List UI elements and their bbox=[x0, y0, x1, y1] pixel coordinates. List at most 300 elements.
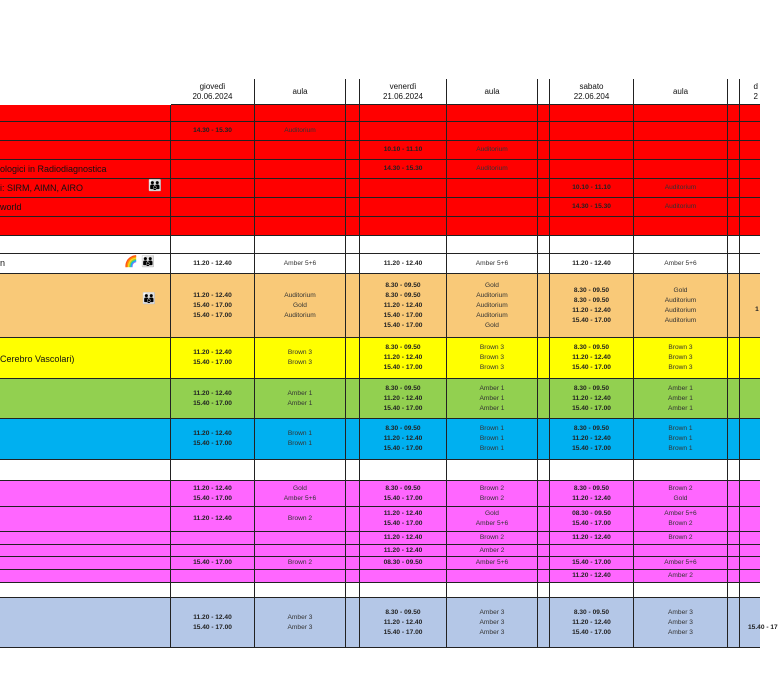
rainbow-icon: 🌈 bbox=[124, 256, 138, 268]
room-cell bbox=[447, 583, 538, 598]
room-name: Brown 1 bbox=[479, 445, 505, 452]
label-cell bbox=[0, 507, 171, 532]
room-cell bbox=[255, 419, 346, 460]
room-name: Amber 5+6 bbox=[475, 259, 509, 267]
gap-cell bbox=[728, 557, 740, 570]
time-slot: 15.40 - 17.00 bbox=[193, 440, 232, 447]
time-cell bbox=[171, 545, 255, 557]
room-name: Amber 2 bbox=[668, 572, 693, 579]
time-cell bbox=[550, 141, 634, 160]
gap-cell bbox=[740, 460, 760, 481]
time-slot: 15.40 - 17.00 bbox=[383, 404, 423, 412]
time-slot: 15.40 - 17.00 bbox=[193, 359, 232, 366]
gap-cell bbox=[346, 545, 360, 557]
time-cell bbox=[360, 598, 447, 648]
gap-cell bbox=[740, 338, 760, 379]
row-label-n: n bbox=[0, 258, 6, 268]
room-name: Brown 2 bbox=[668, 534, 693, 541]
room-name: Auditorium bbox=[664, 296, 697, 304]
room-name: Amber 1 bbox=[479, 384, 505, 392]
time-slot: 15.40 - 17.00 bbox=[383, 364, 423, 371]
room-name: Gold bbox=[485, 510, 499, 517]
header-fri bbox=[360, 79, 447, 105]
room-cell bbox=[255, 236, 346, 254]
row-label-world: world bbox=[0, 202, 22, 212]
time-slot: 11.20 - 12.40 bbox=[383, 510, 423, 517]
room-name: Auditorium bbox=[476, 291, 508, 299]
time-slot: 15.40 - 17.00 bbox=[572, 559, 611, 566]
room-cell bbox=[255, 460, 346, 481]
room-cell bbox=[634, 460, 728, 481]
room-name: Amber 3 bbox=[287, 623, 313, 631]
gap-cell bbox=[538, 198, 550, 217]
time-slot: 14.30 - 15.30 bbox=[383, 165, 423, 172]
room-name: Brown 1 bbox=[668, 425, 693, 432]
room-name: Brown 3 bbox=[287, 349, 313, 356]
room-cell bbox=[634, 419, 728, 460]
gap-cell bbox=[728, 460, 740, 481]
gap-cell bbox=[740, 419, 760, 460]
room-name: Auditorium bbox=[284, 311, 316, 319]
time-slot: 8.30 - 09.50 bbox=[573, 384, 610, 392]
room-name: Amber 1 bbox=[668, 404, 693, 412]
time-slot: 11.20 - 12.40 bbox=[572, 259, 611, 267]
gap-cell bbox=[740, 532, 760, 545]
time-slot: 11.20 - 12.40 bbox=[193, 389, 232, 397]
room-name: Amber 3 bbox=[479, 608, 505, 616]
row-label-cerebro-vascolari: Cerebro Vascolari) bbox=[0, 354, 75, 364]
gap-cell bbox=[538, 179, 550, 198]
gap-cell bbox=[728, 105, 740, 122]
room-cell bbox=[634, 236, 728, 254]
time-cell bbox=[550, 583, 634, 598]
room-name: Brown 3 bbox=[668, 364, 693, 371]
room-cell bbox=[634, 583, 728, 598]
room-name: Amber 5+6 bbox=[283, 259, 317, 267]
time-cell bbox=[550, 507, 634, 532]
time-slot: 15.40 - 17.00 bbox=[572, 628, 611, 636]
room-name: Brown 2 bbox=[479, 534, 505, 541]
time-cell bbox=[550, 419, 634, 460]
gap-cell bbox=[740, 379, 760, 419]
gap-cell bbox=[728, 481, 740, 507]
time-cell bbox=[550, 198, 634, 217]
room-name: Auditorium bbox=[476, 146, 508, 153]
gap-cell bbox=[538, 254, 550, 274]
time-slot: 8.30 - 09.50 bbox=[385, 608, 421, 616]
time-slot: 8.30 - 09.50 bbox=[573, 425, 610, 432]
gap-column bbox=[728, 79, 740, 105]
time-slot: 15.40 - 17.00 bbox=[572, 404, 611, 412]
room-name: Gold bbox=[485, 281, 499, 289]
time-cell bbox=[171, 274, 255, 338]
gap-cell bbox=[740, 570, 760, 583]
time-slot: 15.40 - 17.00 bbox=[193, 623, 232, 631]
header-next-day-date: 2 bbox=[753, 92, 758, 101]
room-name: Brown 3 bbox=[287, 359, 313, 366]
room-cell bbox=[447, 460, 538, 481]
time-slot: 11.20 - 12.40 bbox=[572, 572, 611, 579]
people-icon: 👪 bbox=[148, 180, 162, 192]
header-thu-day: giovedì bbox=[199, 82, 226, 91]
gap-cell bbox=[346, 254, 360, 274]
time-cell bbox=[171, 105, 255, 122]
room-name: Gold bbox=[673, 494, 688, 502]
header-fri-room bbox=[447, 79, 538, 105]
gap-cell bbox=[740, 141, 760, 160]
room-cell bbox=[447, 179, 538, 198]
time-cell bbox=[171, 419, 255, 460]
time-slot: 15.40 - 17.00 bbox=[572, 316, 611, 324]
time-cell bbox=[360, 570, 447, 583]
room-name: Gold bbox=[293, 484, 307, 492]
header-room-label: aula bbox=[672, 87, 689, 96]
room-cell bbox=[255, 338, 346, 379]
gap-cell bbox=[346, 122, 360, 141]
room-name: Brown 1 bbox=[287, 430, 313, 437]
room-cell bbox=[255, 379, 346, 419]
gap-cell bbox=[538, 419, 550, 460]
room-cell bbox=[634, 179, 728, 198]
room-name: Amber 5+6 bbox=[283, 494, 317, 502]
time-cell bbox=[550, 532, 634, 545]
time-slot: 14.30 - 15.30 bbox=[572, 203, 611, 210]
room-name: Gold bbox=[673, 286, 688, 294]
time-cell bbox=[360, 338, 447, 379]
gap-cell bbox=[728, 217, 740, 236]
time-slot: 11.20 - 12.40 bbox=[383, 354, 423, 361]
gap-cell bbox=[728, 338, 740, 379]
room-name: Brown 1 bbox=[668, 445, 693, 452]
time-slot: 11.20 - 12.40 bbox=[193, 515, 232, 522]
gap-cell bbox=[346, 481, 360, 507]
gap-cell bbox=[728, 598, 740, 648]
room-name: Brown 1 bbox=[479, 425, 505, 432]
room-name: Amber 1 bbox=[287, 389, 313, 397]
time-cell bbox=[550, 598, 634, 648]
room-cell bbox=[634, 217, 728, 236]
gap-cell bbox=[740, 507, 760, 532]
header-room-label: aula bbox=[484, 87, 500, 96]
time-cell bbox=[550, 105, 634, 122]
room-cell bbox=[255, 160, 346, 179]
room-name: Amber 5+6 bbox=[475, 559, 509, 566]
room-cell bbox=[447, 254, 538, 274]
gap-cell bbox=[728, 274, 740, 338]
time-cell bbox=[360, 160, 447, 179]
room-cell bbox=[634, 532, 728, 545]
time-cell bbox=[360, 236, 447, 254]
time-cell bbox=[171, 141, 255, 160]
time-slot: 8.30 - 09.50 bbox=[385, 425, 421, 432]
time-cell bbox=[550, 557, 634, 570]
gap-cell bbox=[538, 507, 550, 532]
gap-column bbox=[538, 79, 550, 105]
room-cell bbox=[634, 338, 728, 379]
gap-cell bbox=[346, 217, 360, 236]
room-name: Brown 2 bbox=[287, 515, 313, 522]
room-cell bbox=[447, 507, 538, 532]
room-cell bbox=[447, 236, 538, 254]
gap-cell bbox=[538, 557, 550, 570]
time-slot: 14.30 - 15.30 bbox=[193, 127, 232, 134]
room-name: Brown 3 bbox=[479, 354, 505, 361]
time-cell bbox=[550, 254, 634, 274]
time-cell bbox=[171, 460, 255, 481]
room-cell bbox=[447, 557, 538, 570]
gap-cell bbox=[538, 122, 550, 141]
label-cell bbox=[0, 481, 171, 507]
room-name: Amber 5+6 bbox=[664, 510, 697, 517]
room-cell bbox=[255, 583, 346, 598]
room-name: Brown 3 bbox=[479, 344, 505, 351]
header-sat-date: 22.06.204 bbox=[573, 92, 610, 101]
time-slot: 08.30 - 09.50 bbox=[383, 559, 423, 566]
time-cell bbox=[550, 236, 634, 254]
header-sat-day: sabato bbox=[579, 82, 604, 91]
time-slot: 11.20 - 12.40 bbox=[383, 259, 423, 267]
time-cell bbox=[360, 254, 447, 274]
time-cell bbox=[171, 570, 255, 583]
time-slot: 15.40 - 17.00 bbox=[383, 445, 423, 452]
room-cell bbox=[447, 570, 538, 583]
room-name: Brown 1 bbox=[479, 435, 505, 442]
time-cell bbox=[550, 217, 634, 236]
gap-cell bbox=[728, 141, 740, 160]
row-label-radiodiagnostica: ologici in Radiodiagnostica bbox=[0, 164, 107, 174]
time-cell bbox=[550, 338, 634, 379]
time-slot: 8.30 - 09.50 bbox=[573, 484, 610, 492]
time-cell bbox=[171, 557, 255, 570]
room-name: Gold bbox=[485, 321, 499, 329]
label-cell bbox=[0, 545, 171, 557]
label-cell bbox=[0, 460, 171, 481]
time-cell bbox=[360, 545, 447, 557]
time-slot: 11.20 - 12.40 bbox=[383, 618, 423, 626]
room-cell bbox=[447, 338, 538, 379]
room-cell bbox=[447, 141, 538, 160]
gap-cell bbox=[346, 570, 360, 583]
gap-cell bbox=[346, 583, 360, 598]
room-cell bbox=[447, 481, 538, 507]
gap-cell bbox=[728, 379, 740, 419]
room-cell bbox=[634, 545, 728, 557]
room-cell bbox=[255, 274, 346, 338]
room-name: Auditorium bbox=[284, 291, 316, 299]
gap-cell bbox=[728, 198, 740, 217]
room-cell bbox=[634, 105, 728, 122]
room-name: Amber 1 bbox=[668, 394, 693, 402]
room-cell bbox=[255, 198, 346, 217]
room-name: Amber 1 bbox=[668, 384, 693, 392]
time-cell bbox=[360, 105, 447, 122]
room-name: Brown 3 bbox=[479, 364, 505, 371]
room-name: Brown 2 bbox=[479, 494, 505, 502]
room-name: Brown 2 bbox=[479, 484, 505, 492]
room-name: Auditorium bbox=[476, 311, 508, 319]
room-cell bbox=[634, 507, 728, 532]
time-cell bbox=[360, 507, 447, 532]
room-name: Amber 2 bbox=[479, 546, 505, 554]
room-cell bbox=[447, 545, 538, 557]
room-cell bbox=[634, 122, 728, 141]
header-next-day-name: d bbox=[753, 82, 758, 91]
room-cell bbox=[255, 141, 346, 160]
time-cell bbox=[360, 274, 447, 338]
room-name: Auditorium bbox=[664, 316, 697, 324]
room-name: Amber 5+6 bbox=[475, 520, 509, 527]
gap-cell bbox=[538, 338, 550, 379]
time-cell bbox=[171, 379, 255, 419]
room-name: Brown 1 bbox=[668, 435, 693, 442]
room-name: Amber 3 bbox=[479, 628, 505, 636]
time-slot: 11.20 - 12.40 bbox=[193, 259, 232, 267]
room-cell bbox=[255, 507, 346, 532]
time-slot: 8.30 - 09.50 bbox=[385, 344, 421, 351]
time-cell bbox=[360, 419, 447, 460]
time-slot: 08.30 - 09.50 bbox=[572, 510, 611, 517]
room-name: Amber 5+6 bbox=[664, 559, 697, 566]
time-slot: 11.20 - 12.40 bbox=[193, 349, 232, 356]
time-slot: 11.20 - 12.40 bbox=[193, 484, 232, 492]
room-cell bbox=[634, 274, 728, 338]
label-cell bbox=[0, 141, 171, 160]
room-cell bbox=[634, 160, 728, 179]
gap-cell bbox=[346, 379, 360, 419]
gap-cell bbox=[346, 557, 360, 570]
gap-cell bbox=[740, 583, 760, 598]
room-name: Auditorium bbox=[664, 203, 697, 210]
gap-cell bbox=[346, 598, 360, 648]
gap-cell bbox=[346, 236, 360, 254]
time-slot: 11.20 - 12.40 bbox=[572, 394, 611, 402]
gap-cell bbox=[740, 545, 760, 557]
time-slot: 15.40 - 17.00 bbox=[572, 364, 611, 371]
gap-cell bbox=[346, 179, 360, 198]
time-slot: 11.20 - 12.40 bbox=[383, 394, 423, 402]
time-cell bbox=[360, 122, 447, 141]
room-cell bbox=[634, 254, 728, 274]
gap-cell bbox=[740, 254, 760, 274]
room-name: Amber 1 bbox=[287, 399, 313, 407]
time-slot: 11.20 - 12.40 bbox=[572, 494, 611, 502]
label-cell bbox=[0, 583, 171, 598]
label-cell bbox=[0, 419, 171, 460]
room-name: Auditorium bbox=[664, 306, 697, 314]
gap-cell bbox=[538, 460, 550, 481]
gap-cell bbox=[728, 236, 740, 254]
room-name: Auditorium bbox=[476, 165, 508, 172]
time-slot: 15.40 - 17.00 bbox=[383, 628, 423, 636]
time-cell bbox=[550, 179, 634, 198]
header-fri-day: venerdì bbox=[389, 82, 417, 91]
gap-cell bbox=[740, 557, 760, 570]
gap-cell bbox=[728, 419, 740, 460]
room-name: Brown 1 bbox=[287, 440, 313, 447]
time-cell bbox=[360, 532, 447, 545]
gap-cell bbox=[740, 481, 760, 507]
room-cell bbox=[634, 141, 728, 160]
label-cell bbox=[0, 122, 171, 141]
room-cell bbox=[255, 254, 346, 274]
time-slot: 11.20 - 12.40 bbox=[572, 306, 611, 314]
gap-cell bbox=[740, 122, 760, 141]
room-name: Brown 2 bbox=[287, 559, 313, 566]
label-cell bbox=[0, 379, 171, 419]
time-slot: 8.30 - 09.50 bbox=[385, 384, 421, 392]
time-slot: 11.20 - 12.40 bbox=[572, 534, 611, 541]
room-cell bbox=[255, 481, 346, 507]
room-name: Brown 3 bbox=[668, 354, 693, 361]
time-slot: 11.20 - 12.40 bbox=[193, 430, 232, 437]
room-name: Amber 1 bbox=[479, 404, 505, 412]
time-slot: 15.40 - 17.00 bbox=[383, 520, 423, 527]
gap-cell bbox=[538, 481, 550, 507]
gap-cell bbox=[346, 532, 360, 545]
time-cell bbox=[550, 460, 634, 481]
time-cell bbox=[171, 507, 255, 532]
room-cell bbox=[447, 598, 538, 648]
time-cell bbox=[550, 122, 634, 141]
time-slot: 15.40 - 17.00 bbox=[572, 520, 611, 527]
room-cell bbox=[634, 198, 728, 217]
time-slot: 11.20 - 12.40 bbox=[572, 618, 611, 626]
label-cell bbox=[0, 236, 171, 254]
room-cell bbox=[447, 217, 538, 236]
gap-cell bbox=[346, 274, 360, 338]
time-cell bbox=[171, 254, 255, 274]
header-sat-room bbox=[634, 79, 728, 105]
time-slot: 15.40 - 17.00 bbox=[193, 399, 232, 407]
gap-cell bbox=[728, 583, 740, 598]
time-cell bbox=[550, 160, 634, 179]
room-cell bbox=[255, 570, 346, 583]
time-slot: 15.40 - 17.00 bbox=[383, 311, 423, 319]
people-icon: 👪 bbox=[142, 293, 156, 305]
time-slot: 8.30 - 09.50 bbox=[385, 281, 421, 289]
room-cell bbox=[634, 557, 728, 570]
gap-column bbox=[346, 79, 360, 105]
label-cell bbox=[0, 532, 171, 545]
gap-cell bbox=[728, 532, 740, 545]
room-name: Brown 2 bbox=[668, 520, 693, 527]
label-cell bbox=[0, 557, 171, 570]
gap-cell bbox=[740, 105, 760, 122]
time-cell bbox=[360, 379, 447, 419]
gap-cell bbox=[538, 583, 550, 598]
time-cell bbox=[171, 481, 255, 507]
gap-cell bbox=[538, 160, 550, 179]
gap-cell bbox=[740, 236, 760, 254]
gap-cell bbox=[346, 419, 360, 460]
time-cell bbox=[360, 217, 447, 236]
time-cell bbox=[171, 198, 255, 217]
gap-cell bbox=[346, 160, 360, 179]
room-name: Amber 5+6 bbox=[664, 259, 697, 267]
time-cell bbox=[360, 481, 447, 507]
room-cell bbox=[255, 122, 346, 141]
room-name: Amber 3 bbox=[479, 618, 505, 626]
gap-cell bbox=[538, 274, 550, 338]
time-slot: 8.30 - 09.50 bbox=[573, 296, 610, 304]
label-cell bbox=[0, 598, 171, 648]
time-cell bbox=[171, 236, 255, 254]
time-cell bbox=[360, 583, 447, 598]
time-cell bbox=[550, 481, 634, 507]
label-cell bbox=[0, 274, 171, 338]
gap-cell bbox=[538, 379, 550, 419]
header-room-label: aula bbox=[292, 87, 308, 96]
